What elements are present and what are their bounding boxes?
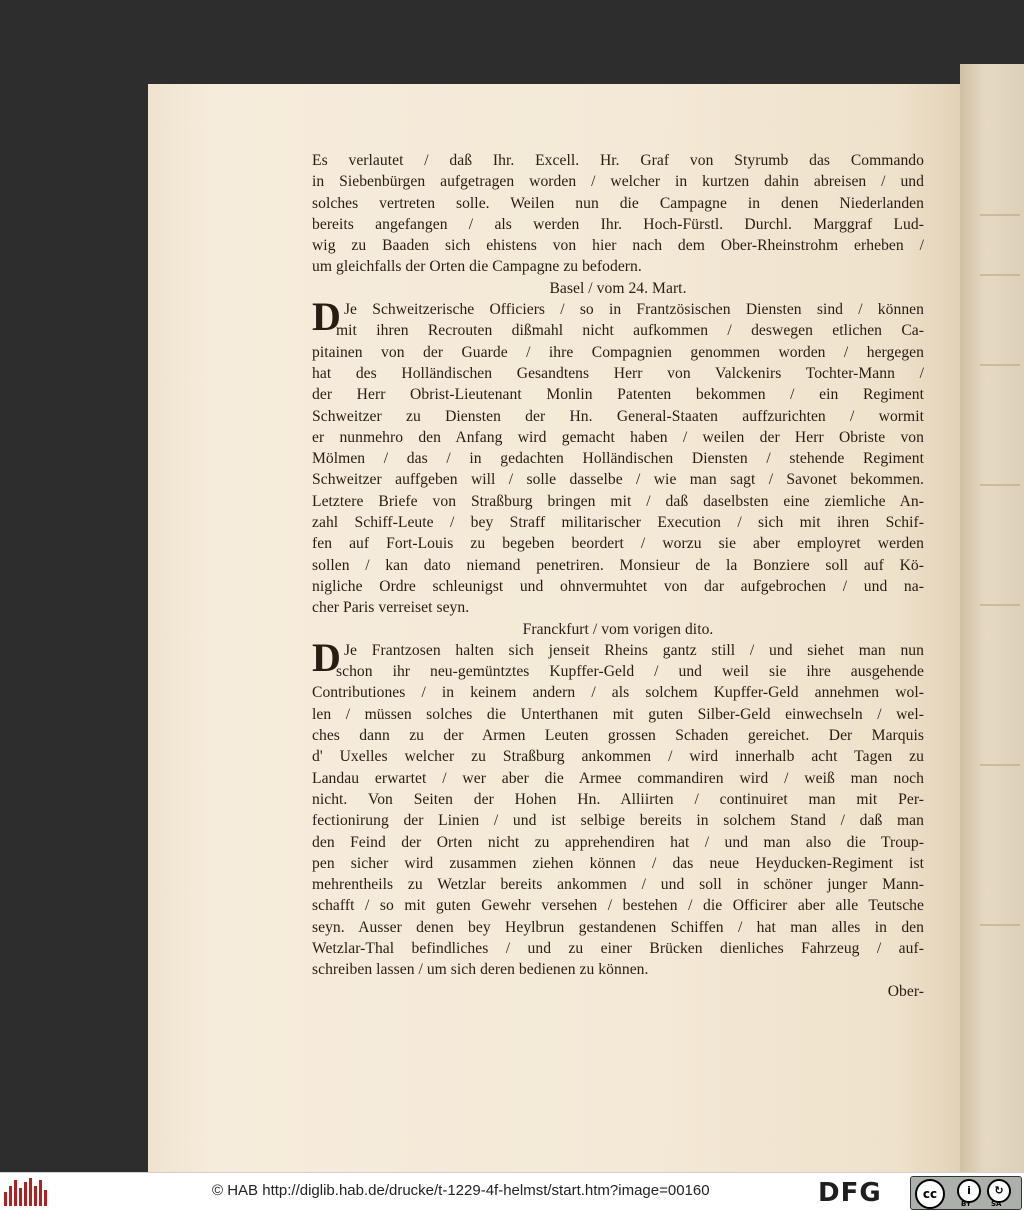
text-line: schreiben lassen / um sich deren bedienen zu können. [312,961,649,979]
text-line: Letztere Briefe von Straßburg bringen mit / daß daselbsten eine ziemliche An- [312,492,924,510]
text-line: schon ihr neu-gemüntztes Kupffer-Geld / und weil sie ihre ausgehende [336,663,924,681]
next-page-edge [960,64,1024,1172]
text-line: er nunmehro den Anfang wird gemacht haben / weilen der Herr Obriste von [312,428,924,446]
text-line: Landau erwartet / wer aber die Armee commandiren wird / weiß man noch [312,769,924,787]
text-line: Mölmen / das / in gedachten Holländischen Diensten / stehende Regiment [312,450,924,468]
text-line: schafft / so mit guten Gewehr versehen / bestehen / die Officirer aber alle Teutsche [312,897,924,915]
dfg-logo: DFG [818,1178,882,1208]
text-line: um gleichfalls der Orten die Campagne zu befodern. [312,258,642,276]
paragraph-3 [312,634,924,981]
cc-license-badge[interactable] [910,1176,1022,1210]
heading-franckfurt: Franckfurt / vom vorigen dito. [522,620,714,638]
text-line: Contributiones / in keinem andern / als solchem Kupffer-Geld annehmen wol- [312,684,924,702]
text-line: hat des Holländischen Gesandtens Herr von Valckenirs Tochter-Mann / [312,364,924,382]
text-line: d' Uxelles welcher zu Straßburg ankommen / wird innerhalb acht Tagen zu [312,748,924,766]
text-line: mehrentheils zu Wetzlar bereits ankommen / und soll in schöner junger Mann- [312,876,924,894]
text-line: Es verlautet / daß Ihr. Excell. Hr. Graf von Styrumb das Commando [312,152,924,169]
drop-cap: D [312,294,341,340]
catchword: Ober- [887,982,924,1000]
text-line: seyn. Ausser denen bey Heylbrun gestandenen Schiffen / hat man alles in den [312,918,924,936]
text-line: ches dann zu der Armen Leuten grossen Schaden gereichet. Der Marquis [312,727,924,745]
sa-icon: ↻ [987,1179,1011,1203]
text-line: pitainen von der Guarde / ihre Compagnien genommen worden / hergegen [312,343,924,361]
text-line: fen auf Fort-Louis zu begeben beordert / worzu sie aber employret werden [312,535,924,553]
hab-logo-icon [4,1178,48,1206]
text-line: len / müssen solches die Unterthanen mit guten Silber-Geld einwechseln / wel- [312,705,924,723]
text-line: mit ihren Recrouten dißmahl nicht aufkommen / deswegen etlichen Ca- [336,322,924,340]
sa-label: SA [991,1200,1002,1208]
text-line: in Siebenbürgen aufgetragen worden / welcher in kurtzen dahin abreisen / und [312,173,924,191]
text-line: nigliche Ordre schleunigst und ohnvermuhtet von dar aufgebrochen / und na- [312,577,924,595]
text-line: bereits angefangen / als werden Ihr. Hoch-Fürstl. Durchl. Marggraf Lud- [312,215,924,233]
source-link[interactable]: © HAB http://diglib.hab.de/drucke/t-1229-4f-helmst/start.htm?image=00160 [212,1182,710,1199]
text-line: sollen / kan dato niemand penetriren. Monsieur de la Bonziere soll auf Kö- [312,556,924,574]
text-line: solches vertreten solle. Weilen nun die Campagne in denen Niederlanden [312,194,924,212]
by-label: BY [961,1200,972,1208]
heading-basel: Basel / vom 24. Mart. [549,279,687,297]
text-line: cher Paris verreiset seyn. [312,599,470,617]
text-line: den Feind der Orten nicht zu apprehendiren hat / und man also die Troup- [312,833,924,851]
text-line: Wetzlar-Thal befindliches / und zu einer Brücken dienliches Fahrzeug / auf- [312,939,924,957]
footer-bar [0,1172,1024,1211]
text-line: Schweitzer zu Diensten der Hn. General-Staaten auffzurichten / wormit [312,407,924,425]
text-line: der Herr Obrist-Lieutenant Monlin Patenten bekommen / ein Regiment [312,386,924,404]
cc-icon: cc [915,1179,945,1209]
text-line-content: Je Schweitzerische Officiers / so in Frantzösischen Diensten sind / können [343,301,924,319]
text-line: zahl Schiff-Leute / bey Straff militarischer Execution / sich mit ihren Schif- [312,514,924,532]
text-line-content: Je Frantzosen halten sich jenseit Rheins gantz still / und siehet man nun [343,641,924,659]
text-line: fectionirung der Linien / und ist selbige bereits in solchem Stand / daß man [312,812,924,830]
drop-cap: D [312,634,341,680]
text-line: wig zu Baaden sich ehistens von hier nach dem Ober-Rheinstrohm erheben / [312,237,924,255]
page-text [312,150,924,1002]
text-line: nicht. Von Seiten der Hohen Hn. Alliirten / continuiret man mit Per- [312,790,924,808]
paragraph-1 [312,150,924,278]
by-icon: i [957,1179,981,1203]
text-line: pen sicher wird zusammen ziehen können / das neue Heyducken-Regiment ist [312,854,924,872]
paragraph-2 [312,294,924,618]
text-line: Schweitzer auffgeben will / solle dasselbe / wie man sagt / Savonet bekommen. [312,471,924,489]
